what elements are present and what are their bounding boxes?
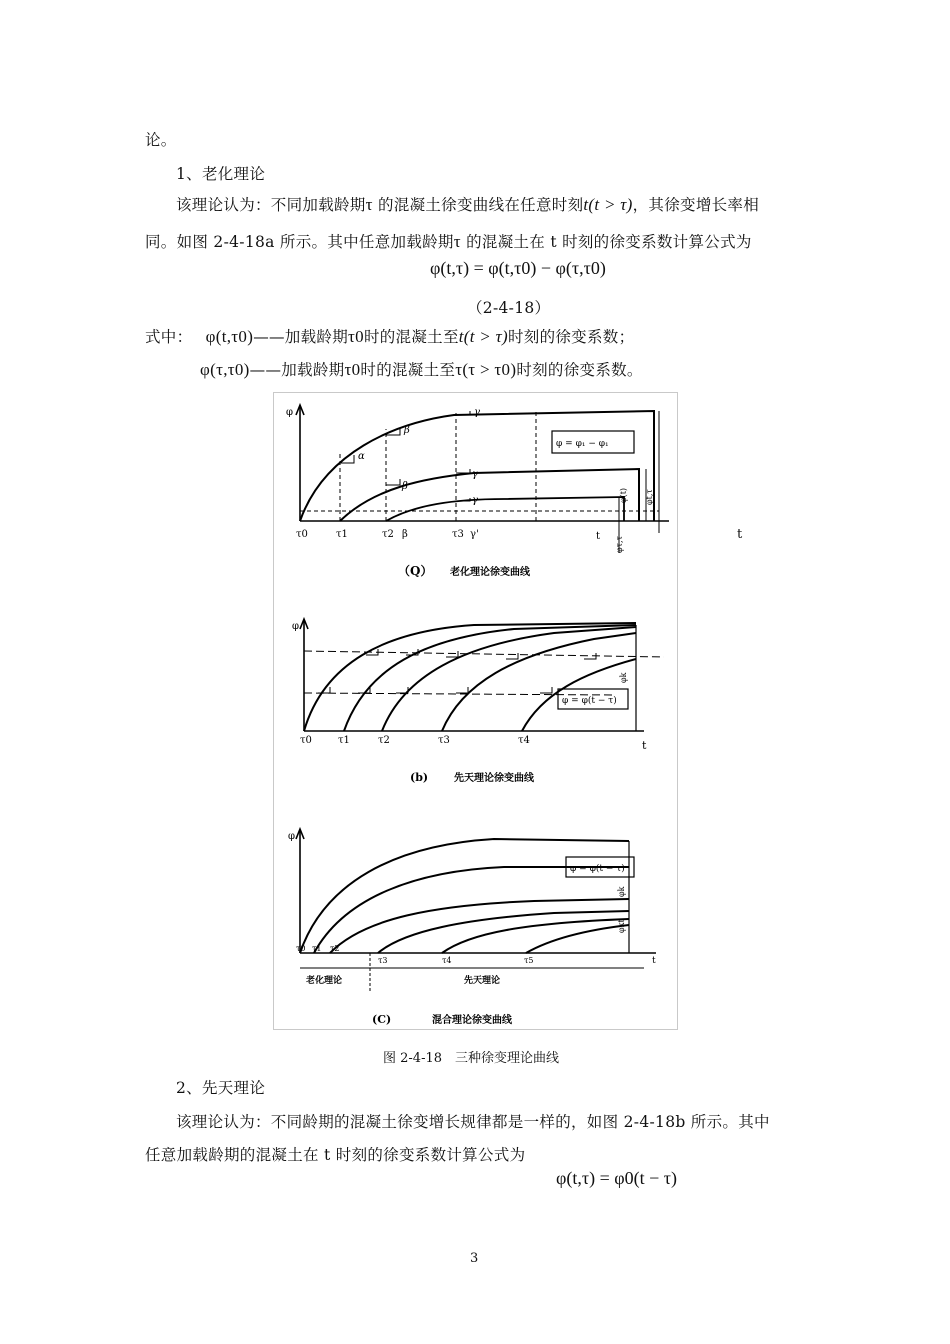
b-curve-4 [442,633,636,731]
a-right-label-1: φt,τ [645,489,654,505]
c-legend-text: φ = φ(t − τ) [570,864,625,874]
figure-caption: 图 2-4-18 三种徐变理论曲线 [383,1051,560,1066]
symbol: τ0 [344,360,361,379]
a-xtick-5: γ' [470,529,479,540]
b-tick-a4 [456,687,468,693]
c-curve-1 [300,839,629,953]
c-caption-letter: (C) [372,1013,392,1026]
b-xtick-4: τ4 [518,735,530,746]
symbol: φ(t,τ0) [205,327,254,346]
para-innate-line1: 该理论认为：不同龄期的混凝土徐变增长规律都是一样的，如图 2-4-18b 所示。其中 [176,1113,770,1131]
text: ——加载龄期 [253,328,348,346]
c-curve-4 [378,911,629,953]
c-right-label-0: φk [617,886,626,897]
c-curve-6 [526,925,629,953]
text: 时刻的徐变系数。 [516,361,643,379]
a-angle-4: β [402,481,408,492]
heading-aging-theory: 1、老化理论 [176,165,266,183]
text: 时的混凝土至 [363,328,459,346]
page-number: 3 [470,1251,479,1266]
text: 时刻的徐变系数； [507,328,635,346]
a-xtick-4: τ3 [452,529,464,540]
b-xtick-2: τ2 [378,735,390,746]
a-ylabel: φ [286,407,294,418]
b-xtick-3: τ3 [438,735,450,746]
b-curve-2 [344,625,636,731]
definition-1 [145,325,634,347]
c-right-label-1: φkt [617,919,626,933]
b-tick-b4 [506,653,518,659]
para-aging-line2 [145,230,752,252]
a-xtick-2: τ2 [382,529,394,540]
text: ，其徐变增长率相 [632,196,760,214]
a-xtick-1: τ1 [336,529,348,540]
symbol: φ(τ,τ0) [200,360,250,379]
a-xtick-6: t [596,531,601,542]
para-continuation: 论。 [145,131,177,149]
panel-b [300,619,664,731]
text: 式中： [145,328,193,346]
a-caption-letter: （Q） [398,564,433,578]
text: 的混凝土徐变曲线在任意时刻 [377,196,584,214]
b-curve-3 [382,627,636,731]
b-tick-b3 [446,651,458,657]
a-right-label-0: φ(t) [619,487,628,503]
b-caption-letter: (b) [410,771,429,784]
c-under-left: 老化理论 [306,976,343,986]
stray-t-label: t [737,527,743,542]
figure-creep-curves [273,392,678,1030]
a-angle-1: β [404,425,410,436]
a-xtick-0: τ0 [296,529,308,540]
panel-c [296,829,656,993]
para-aging-line1 [176,193,759,215]
a-xtick-3: β [402,529,408,540]
c-xtick-6: t [652,956,656,966]
c-caption: 混合理论徐变曲线 [432,1015,512,1026]
a-angle-0: α [358,451,365,462]
b-xtick-5: t [642,739,647,752]
c-ylabel: φ [288,831,296,842]
a-angle-5: γ [472,469,478,480]
b-dash-upper [304,651,664,657]
panel-a [296,405,669,553]
text: 该理论认为：不同加载龄期 [176,196,366,214]
text: ——加载龄期 [249,361,345,379]
b-ylabel: φ [292,621,300,632]
a-curve-2 [340,469,639,521]
a-angle-2: γ [474,407,480,418]
symbol: τ0 [348,327,364,346]
equation-number: （2-4-18） [467,299,551,317]
c-xtick-3: τ3 [378,956,388,965]
symbol: τ(τ > τ0) [455,360,517,379]
b-caption: 先天理论徐变曲线 [454,773,534,784]
tau-symbol: τ [453,232,461,251]
condition-math: t(t > τ) [583,195,633,214]
a-angle-7: γ [472,495,478,506]
b-tick-a5 [540,687,552,693]
para-innate-line2: 任意加载龄期的混凝土在 t 时刻的徐变系数计算公式为 [145,1146,526,1164]
c-xtick-2: τ2 [330,944,340,953]
b-xtick-1: τ1 [338,735,350,746]
text: 时的混凝土至 [360,361,456,379]
a-curve-3 [386,497,624,521]
tau-symbol: τ [365,195,373,214]
equation-2-4-18: φ(t,τ) = φ(t,τ0) − φ(τ,τ0) [430,258,606,278]
c-xtick-4: τ4 [442,956,452,965]
b-legend-text: φ = φ(t − τ) [562,696,617,706]
figure-svg [274,393,677,1029]
symbol: t(t > τ) [458,327,508,346]
b-xtick-0: τ0 [300,735,312,746]
heading-innate-theory: 2、先天理论 [176,1079,266,1097]
c-curve-2 [314,867,629,953]
a-tick-5 [456,469,470,473]
equation-innate: φ(t,τ) = φ0(t − τ) [556,1168,678,1188]
a-caption: 老化理论徐变曲线 [450,567,530,578]
text: 同。如图 2-4-18a 所示。其中任意加载龄期 [145,233,454,251]
a-tick-4 [386,479,400,485]
a-legend-text: φ = φ₁ − φ₁ [556,439,609,449]
c-xtick-5: τ5 [524,956,534,965]
c-under-right: 先天理论 [464,976,501,986]
b-right-label: φk [619,672,628,683]
definition-2 [200,358,643,380]
c-xtick-1: τ1 [312,944,322,953]
a-right-label-2: φτ,τ [615,536,624,553]
c-curve-3 [330,899,629,953]
text: 的混凝土在 t 时刻的徐变系数计算公式为 [466,233,752,251]
c-xtick-0: τ0 [296,944,306,953]
